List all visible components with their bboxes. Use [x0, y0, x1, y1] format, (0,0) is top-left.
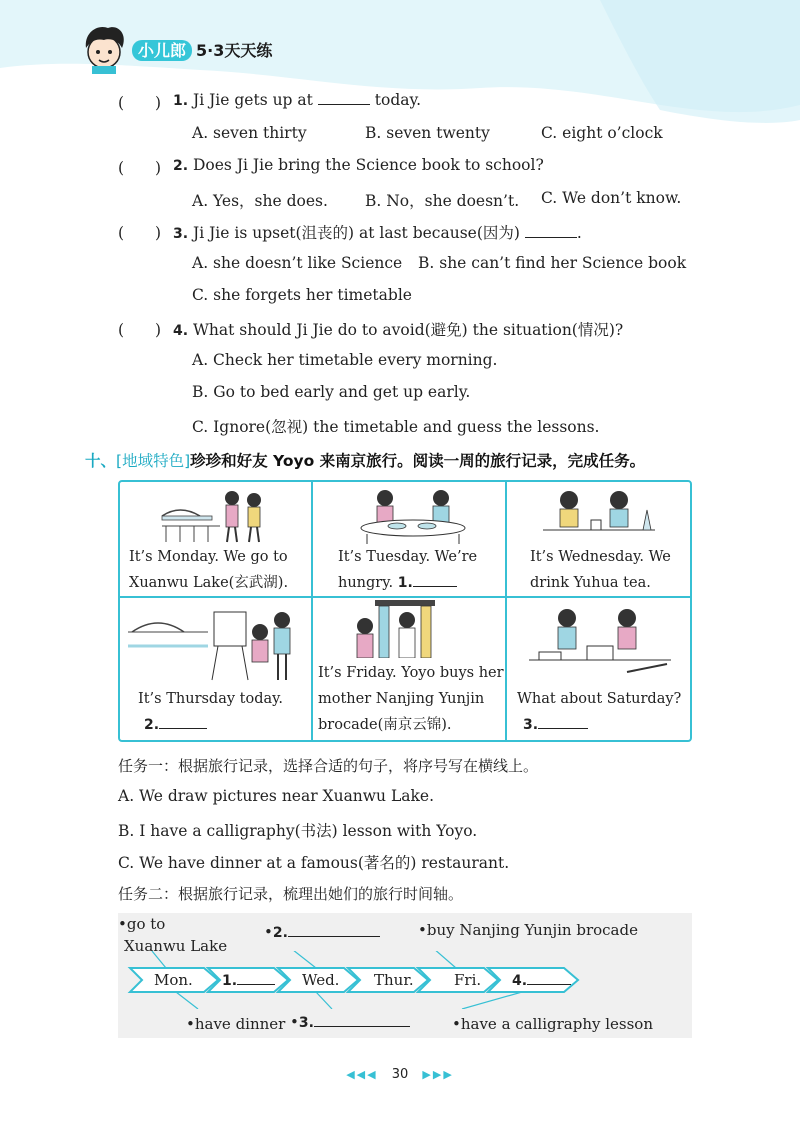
timeline-panel	[118, 913, 692, 1038]
girls-tea-illustration	[539, 486, 659, 544]
blank-number: 2.	[272, 925, 288, 941]
option-a: A. Yes，she does.	[192, 192, 328, 210]
diary-cell-wednesday	[507, 482, 690, 596]
blank-number: 2.	[144, 717, 160, 733]
option-b: B. seven twenty	[365, 124, 490, 142]
diary-text-line	[144, 712, 207, 738]
answer-blank[interactable]	[318, 92, 370, 105]
option-b: B. Go to bed early and get up early.	[192, 383, 471, 401]
girls-painting-illustration	[128, 602, 298, 682]
timeline-label: Xuanwu Lake	[124, 937, 228, 955]
diary-cell-thursday	[120, 598, 311, 740]
question-stem	[173, 156, 544, 174]
diary-text-line: It’s Wednesday. We	[530, 549, 671, 565]
stem-text: What should Ji Jie do to avoid(避免) the situation(情况)?	[193, 321, 624, 339]
diary-text-line: It’s Friday. Yoyo buys her	[318, 665, 504, 681]
task2-title: 任务二：根据旅行记录，梳理出她们的旅行时间轴。	[118, 885, 464, 903]
stem-text: Ji Jie gets up at	[193, 91, 313, 109]
option-b: B. No，she doesn’t.	[365, 192, 520, 210]
page-number: 30	[391, 1067, 409, 1082]
diary-cell-saturday	[507, 598, 690, 740]
option-b: B. she can’t find her Science book	[418, 254, 687, 272]
question-number: 2.	[173, 158, 189, 174]
task1-option-c: C. We have dinner at a famous(著名的) restaurant.	[118, 854, 510, 872]
girls-eating-illustration	[353, 486, 473, 544]
answer-blank[interactable]	[159, 716, 207, 729]
blank-number: 1.	[222, 973, 238, 989]
prev-arrows-icon: ◀◀◀	[346, 1068, 378, 1081]
answer-paren[interactable]: ( )	[118, 321, 162, 339]
task1-option-a: A. We draw pictures near Xuanwu Lake.	[118, 787, 434, 805]
option-c: C. Ignore(忽视) the timetable and guess the lessons.	[192, 418, 600, 436]
diary-cell-friday	[313, 598, 505, 740]
section-title	[85, 449, 645, 471]
timeline-label: •have a calligraphy lesson	[452, 1015, 653, 1033]
stem-text: Ji Jie is upset(沮丧的) at last because(因为)	[193, 224, 520, 242]
girls-calligraphy-illustration	[527, 602, 673, 680]
diary-text-line: It’s Thursday today.	[138, 691, 284, 707]
answer-paren[interactable]: ( )	[118, 94, 162, 112]
option-a: A. Check her timetable every morning.	[192, 351, 498, 369]
stem-text: Does Ji Jie bring the Science book to school?	[193, 156, 544, 174]
timeline-day-wednesday: Wed.	[302, 971, 340, 989]
diary-text: hungry.	[338, 575, 394, 591]
timeline-label	[290, 1013, 410, 1031]
stem-text: today.	[374, 91, 422, 109]
timeline-day-monday: Mon.	[154, 971, 193, 989]
answer-blank[interactable]	[525, 225, 577, 238]
question-number: 4.	[173, 323, 189, 339]
timeline-label	[264, 923, 380, 941]
diary-cell-monday	[120, 482, 311, 596]
brand-logo: 小儿郎	[132, 40, 192, 61]
brand-title	[132, 38, 272, 61]
answer-blank[interactable]	[527, 972, 571, 985]
task1-title: 任务一：根据旅行记录，选择合适的句子，将序号写在横线上。	[118, 757, 539, 775]
question-stem	[173, 91, 421, 109]
section-tag: [地域特色]	[116, 452, 191, 470]
diary-text-line	[338, 570, 457, 596]
page-footer	[0, 1067, 800, 1082]
bullet: •	[264, 923, 273, 941]
diary-text-line: What about Saturday?	[517, 691, 682, 707]
timeline-label: •go to	[118, 915, 166, 933]
diary-text-line: mother Nanjing Yunjin	[318, 691, 485, 707]
answer-paren[interactable]: ( )	[118, 159, 162, 177]
diary-text-line	[523, 712, 588, 738]
answer-blank[interactable]	[538, 716, 588, 729]
bullet: •	[290, 1013, 299, 1031]
option-c: C. she forgets her timetable	[192, 286, 412, 304]
answer-paren[interactable]: ( )	[118, 224, 162, 242]
timeline-day-thursday: Thur.	[374, 971, 414, 989]
stem-text: .	[576, 224, 582, 242]
travel-diary-grid	[118, 480, 692, 742]
diary-text-line: drink Yuhua tea.	[530, 575, 651, 591]
diary-text-line: It’s Monday. We go to	[129, 549, 288, 565]
lake-bridge-girls-illustration	[160, 486, 280, 544]
mascot-boy-icon	[78, 22, 130, 74]
timeline-day-tuesday	[222, 971, 275, 989]
blank-number: 4.	[512, 973, 528, 989]
option-c: C. eight o’clock	[541, 124, 663, 142]
answer-blank[interactable]	[237, 972, 275, 985]
series-name: 5·3天天练	[196, 41, 273, 60]
question-stem	[173, 318, 623, 340]
question-number: 1.	[173, 93, 189, 109]
diary-text-line: It’s Tuesday. We’re	[338, 549, 478, 565]
timeline-day-friday: Fri.	[454, 971, 482, 989]
question-stem	[173, 221, 582, 243]
blank-number: 1.	[397, 575, 413, 591]
section-number: 十、	[85, 452, 117, 470]
option-a: A. she doesn’t like Science	[192, 254, 403, 272]
timeline-label: •buy Nanjing Yunjin brocade	[418, 921, 638, 939]
diary-text-line: brocade(南京云锦).	[318, 717, 452, 733]
option-c: C. We don’t know.	[541, 189, 682, 207]
next-arrows-icon: ▶▶▶	[422, 1068, 454, 1081]
question-number: 3.	[173, 226, 189, 242]
task1-option-b: B. I have a calligraphy(书法) lesson with Yoyo.	[118, 822, 478, 840]
section-instruction: 珍珍和好友 Yoyo 来南京旅行。阅读一周的旅行记录，完成任务。	[190, 452, 646, 470]
diary-text-line: Xuanwu Lake(玄武湖).	[129, 575, 289, 591]
girls-brocade-illustration	[349, 600, 469, 658]
timeline-day-saturday	[512, 971, 571, 989]
answer-blank[interactable]	[413, 574, 457, 587]
blank-number: 3.	[298, 1015, 314, 1031]
blank-number: 3.	[523, 717, 539, 733]
answer-blank[interactable]	[288, 924, 380, 937]
timeline-label: •have dinner	[186, 1015, 286, 1033]
diary-cell-tuesday	[313, 482, 505, 596]
answer-blank[interactable]	[314, 1014, 410, 1027]
option-a: A. seven thirty	[192, 124, 307, 142]
